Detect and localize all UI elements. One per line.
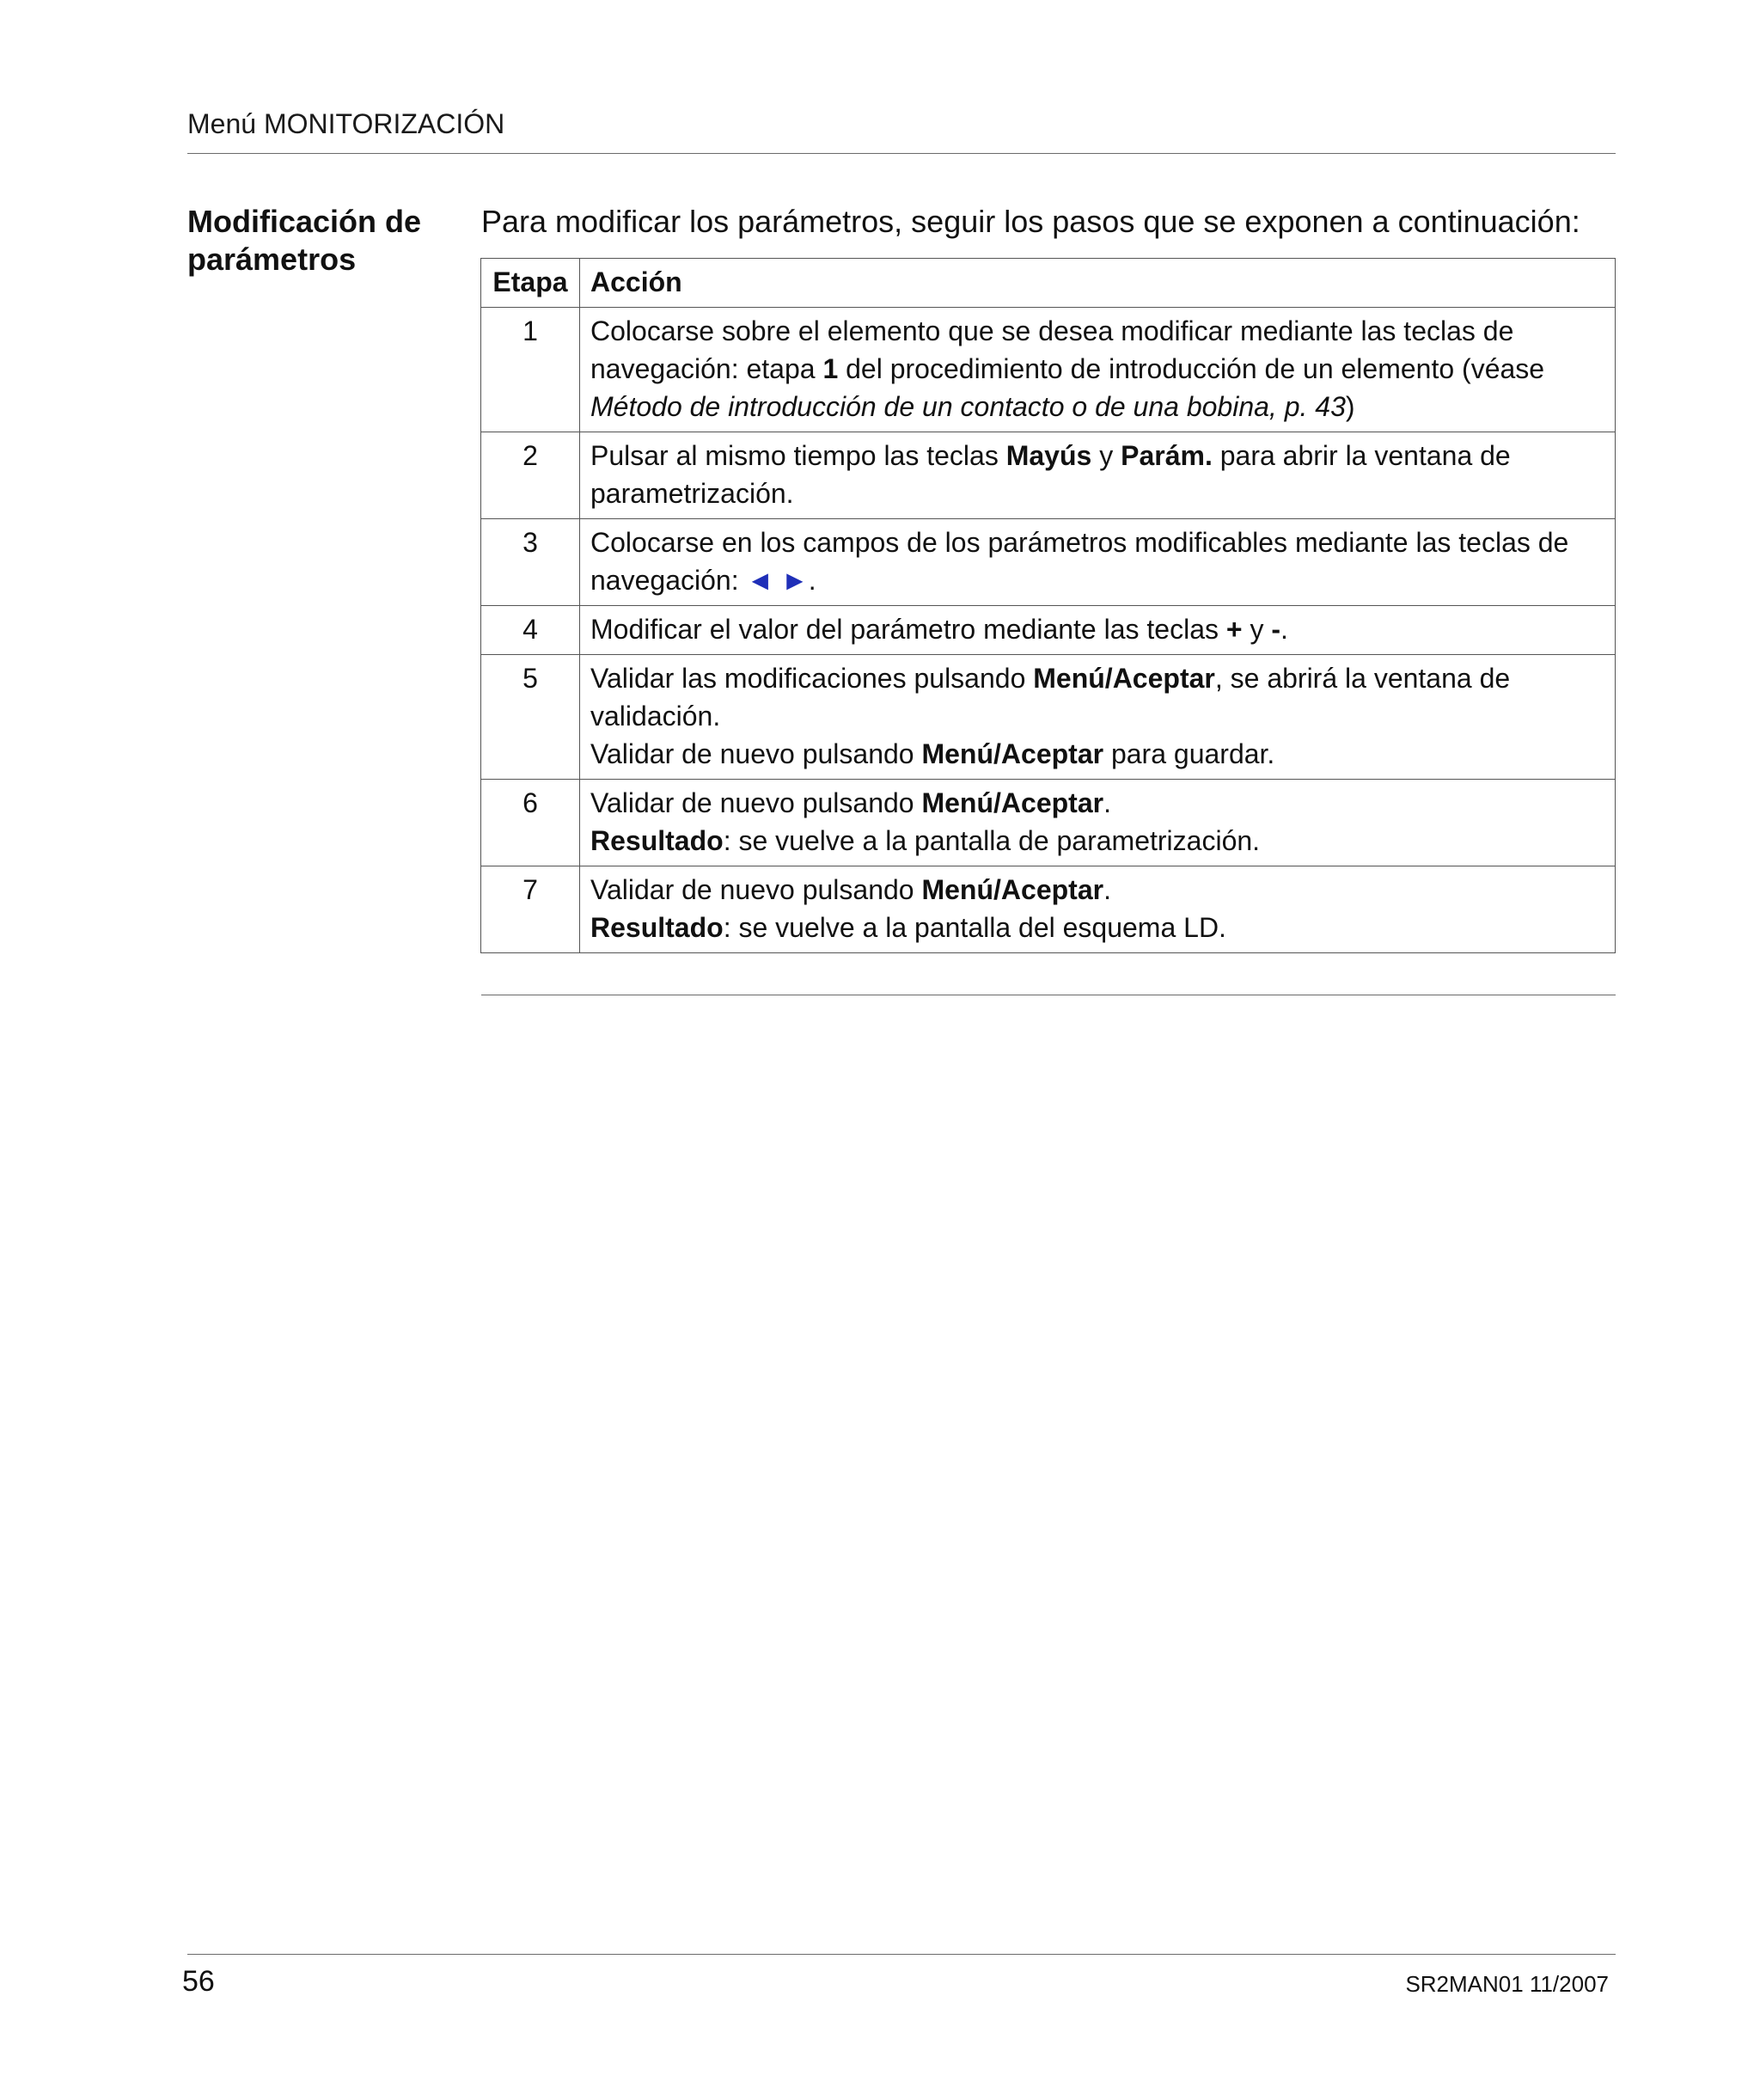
cross-reference-link[interactable]: Método de introducción de un contacto o de una bobina, p. 43 xyxy=(590,391,1346,422)
step-number: 1 xyxy=(481,308,580,432)
step-number: 2 xyxy=(481,432,580,519)
action-bold-text: - xyxy=(1271,614,1281,645)
step-action xyxy=(580,866,1616,953)
document-code: SR2MAN01 11/2007 xyxy=(1405,1971,1609,1997)
action-bold-text: Menú/Aceptar xyxy=(921,738,1104,769)
step-number: 4 xyxy=(481,606,580,655)
left-right-arrows-icon: ◄ ► xyxy=(746,565,809,596)
action-text: y xyxy=(1091,440,1121,471)
action-text: para guardar. xyxy=(1103,738,1275,769)
action-bold-text: 1 xyxy=(822,353,839,384)
step-number: 6 xyxy=(481,780,580,866)
action-text: Colocarse sobre el elemento que se desea modificar mediante las teclas de navegación: etapa xyxy=(590,315,1514,384)
action-text: Colocarse en los campos de los parámetros modificables mediante las teclas de navegación: xyxy=(590,527,1569,596)
section-title: Menú MONITORIZACIÓN xyxy=(187,108,505,139)
step-action xyxy=(580,308,1616,432)
action-text: . xyxy=(808,565,816,596)
action-bold-text: Mayús xyxy=(1005,440,1092,471)
action-text: . xyxy=(1103,874,1111,905)
step-action xyxy=(580,780,1616,866)
action-bold-text: Menú/Aceptar xyxy=(921,874,1104,905)
step-action xyxy=(580,432,1616,519)
step-number: 5 xyxy=(481,655,580,780)
side-heading-line-2: parámetros xyxy=(187,242,357,277)
step-action xyxy=(580,519,1616,606)
action-text: del procedimiento de introducción de un elemento (véase xyxy=(838,353,1545,384)
intro-paragraph: Para modificar los parámetros, seguir los pasos que se exponen a continuación: xyxy=(481,204,1580,239)
table-row xyxy=(481,655,1616,780)
action-text: Validar de nuevo pulsando xyxy=(590,874,922,905)
action-bold-text: Parám. xyxy=(1121,440,1213,471)
action-text: Modificar el valor del parámetro mediante las teclas xyxy=(590,614,1226,645)
table-row xyxy=(481,519,1616,606)
step-action xyxy=(580,655,1616,780)
step-action xyxy=(580,606,1616,655)
action-text: Validar las modificaciones pulsando xyxy=(590,663,1034,694)
table-header-row xyxy=(481,259,1616,308)
action-bold-text: Menú/Aceptar xyxy=(921,787,1104,818)
action-text: , se abrirá la ventana de validación. xyxy=(590,663,1511,732)
table-row xyxy=(481,606,1616,655)
action-text: . xyxy=(1280,614,1288,645)
table-row xyxy=(481,432,1616,519)
step-number: 3 xyxy=(481,519,580,606)
action-bold-text: + xyxy=(1225,614,1243,645)
footer-rule xyxy=(187,1954,1616,1955)
column-header-accion: Acción xyxy=(580,259,1616,308)
result-label: Resultado xyxy=(590,825,724,856)
side-heading xyxy=(187,203,445,279)
action-text: para abrir la ventana de parametrización. xyxy=(590,440,1511,509)
action-text: : se vuelve a la pantalla del esquema LD. xyxy=(723,912,1226,943)
side-heading-line-1: Modificación de xyxy=(187,204,422,239)
page-number: 56 xyxy=(182,1965,215,1998)
action-text: ) xyxy=(1345,391,1355,422)
column-header-etapa: Etapa xyxy=(481,259,580,308)
step-number: 7 xyxy=(481,866,580,953)
action-text: Validar de nuevo pulsando xyxy=(590,787,922,818)
result-label: Resultado xyxy=(590,912,724,943)
steps-table xyxy=(480,258,1616,953)
action-text: y xyxy=(1242,614,1272,645)
action-bold-text: Menú/Aceptar xyxy=(1033,663,1215,694)
action-text: Validar de nuevo pulsando xyxy=(590,738,922,769)
table-row xyxy=(481,866,1616,953)
header-rule xyxy=(187,153,1616,154)
table-row xyxy=(481,308,1616,432)
action-text: . xyxy=(1103,787,1111,818)
action-text: Pulsar al mismo tiempo las teclas xyxy=(590,440,1006,471)
action-text: : se vuelve a la pantalla de parametrización. xyxy=(723,825,1261,856)
table-row xyxy=(481,780,1616,866)
